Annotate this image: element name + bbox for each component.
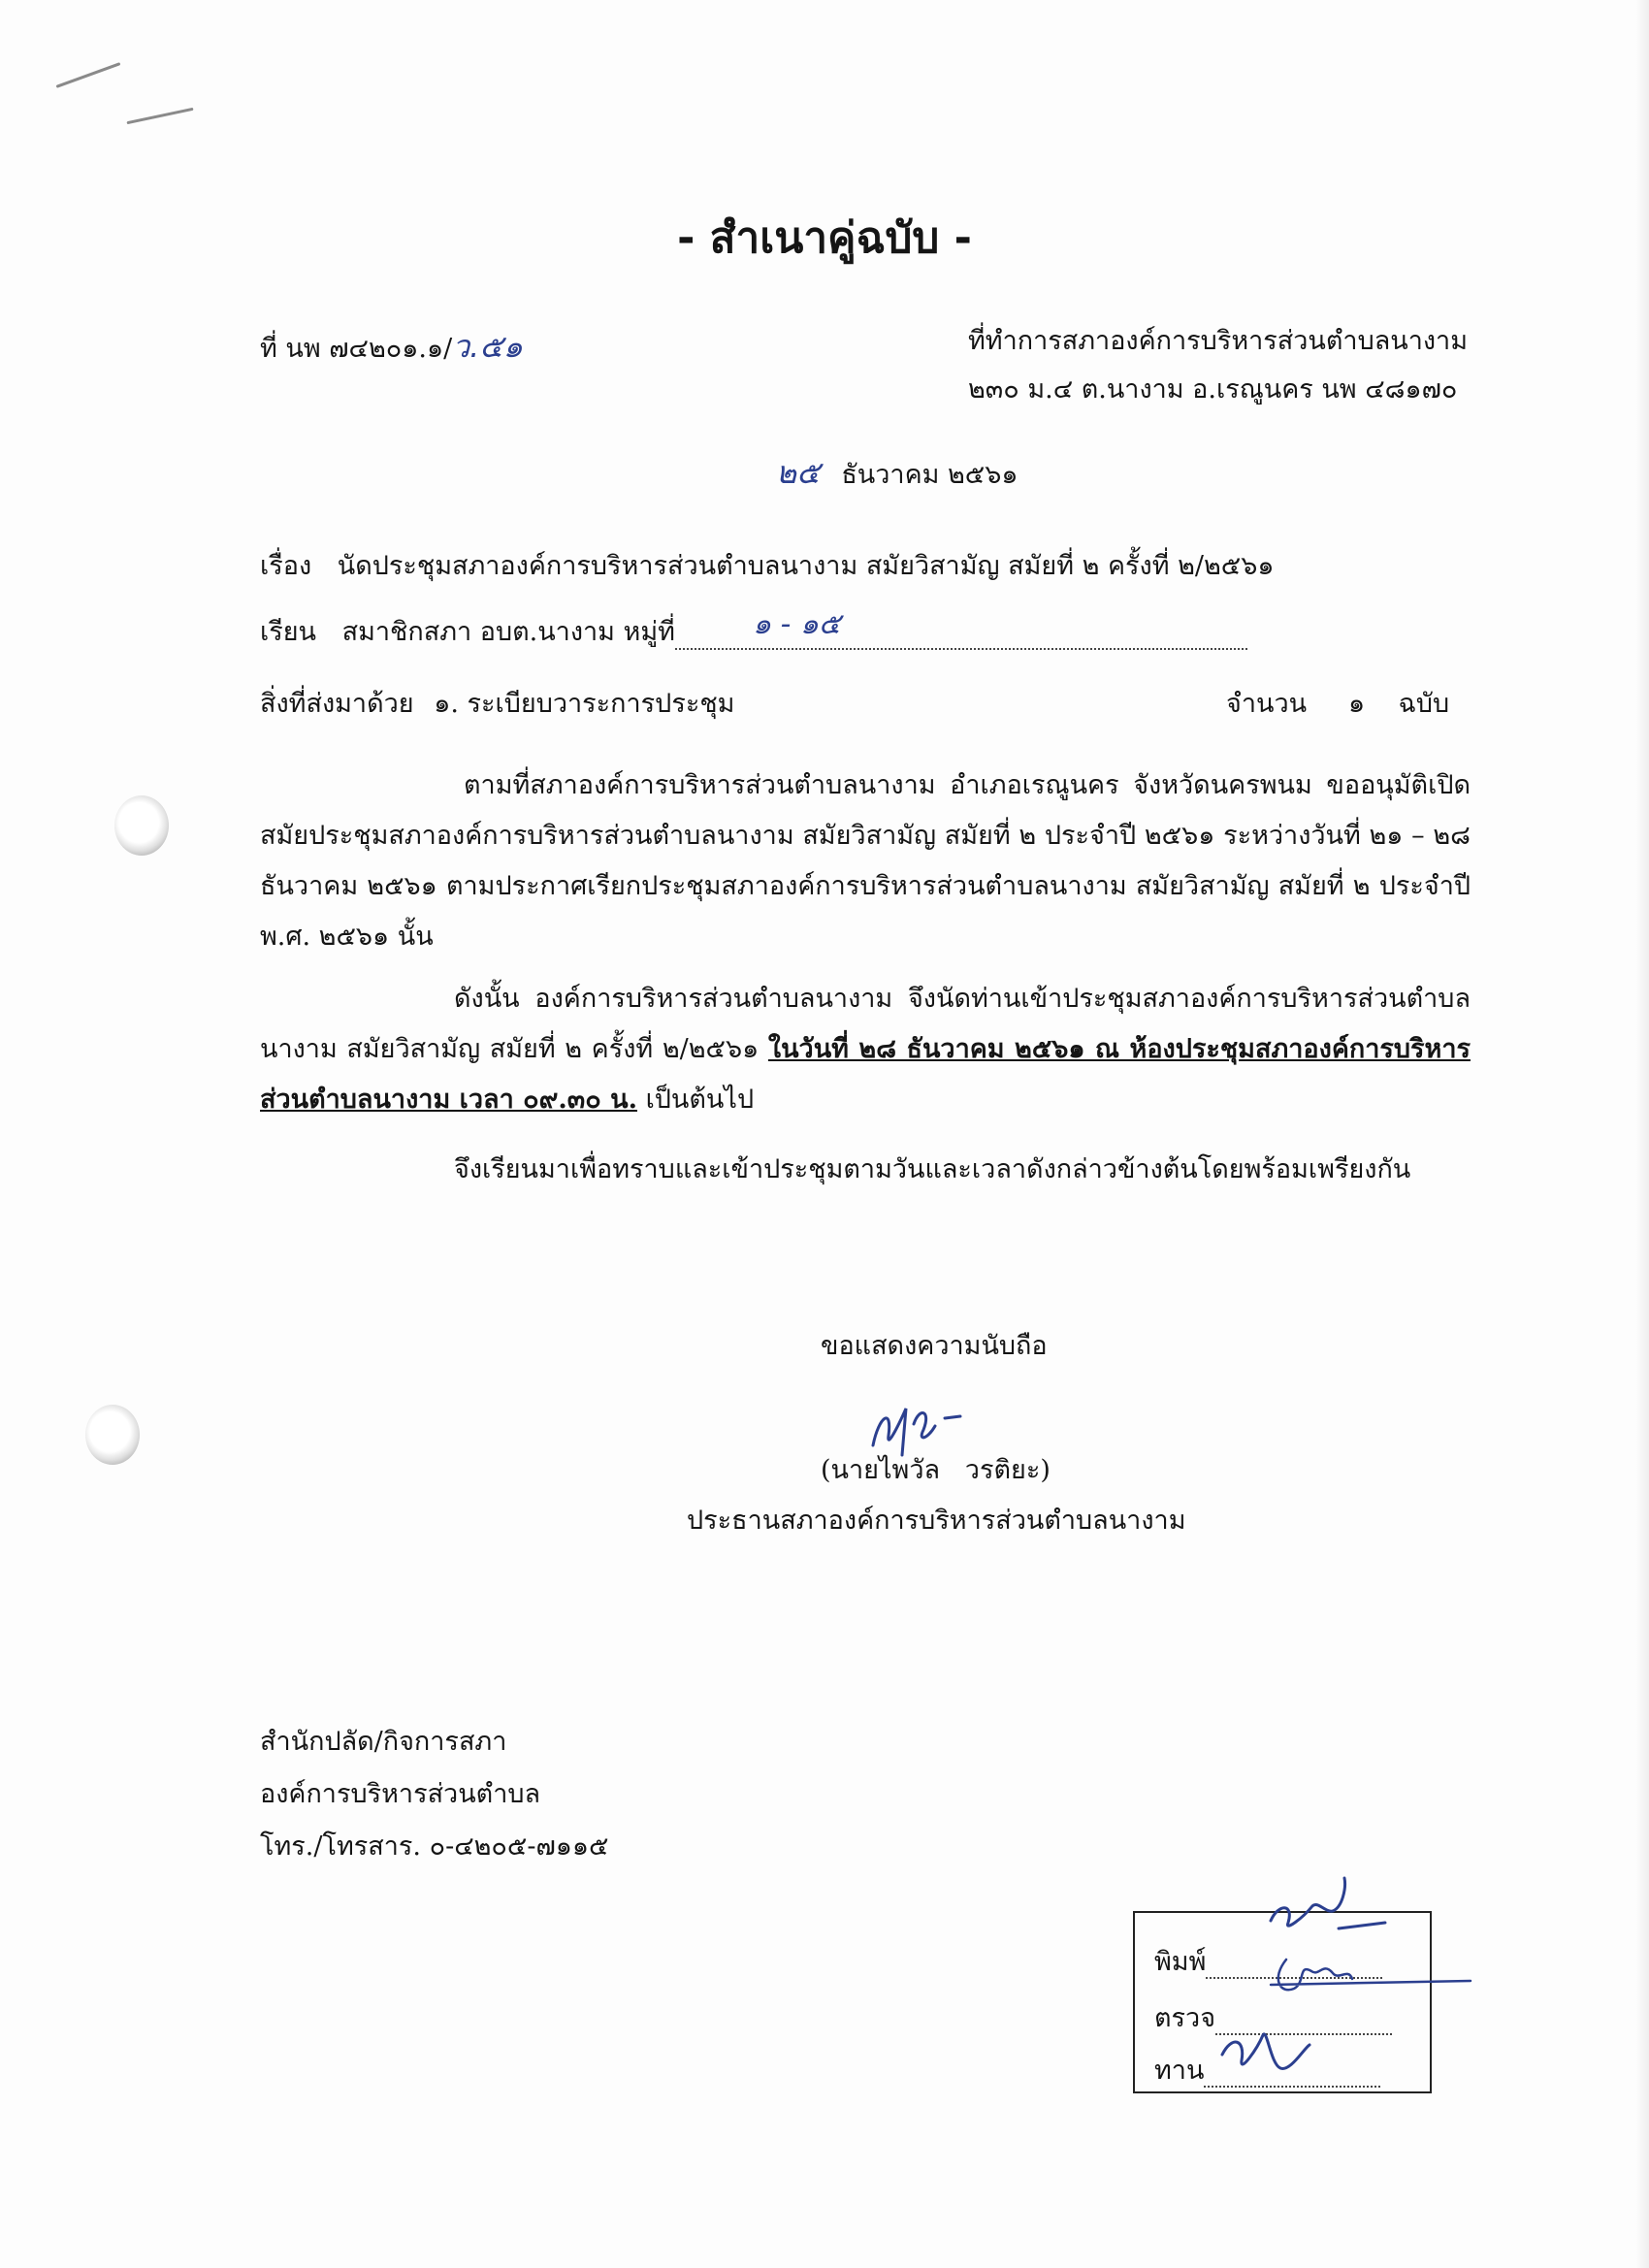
punch-hole	[114, 795, 169, 856]
signer-position: ประธานสภาองค์การบริหารส่วนตำบลนางาม	[687, 1506, 1186, 1536]
closing-salutation: ขอแสดงความนับถือ	[821, 1331, 1048, 1361]
date-day-handwritten: ๒๕	[776, 454, 821, 491]
recipient-text: สมาชิกสภา อบต.นางาม หมู่ที่	[341, 617, 675, 647]
staple-mark	[126, 108, 193, 124]
reference-number	[260, 328, 523, 365]
checker-initial-signature	[1251, 1950, 1474, 2008]
office-address: ๒๓๐ ม.๔ ต.นางาม อ.เรณูนคร นพ ๔๘๑๗๐	[968, 374, 1458, 405]
recipient-line	[260, 607, 1247, 650]
body-paragraph-2-tail: เป็นต้นไป	[636, 1085, 755, 1115]
body-paragraph-2-text: ดังนั้น องค์การบริหารส่วนตำบลนางาม จึงนัดท่านเข้าประชุมสภาองค์การบริหารส่วนตำบลนางาม สมัยวิสามัญ สมัยที่ ๒ ครั้งที่ ๒/๒๕๖๑	[260, 984, 1471, 1064]
enclosure-label: สิ่งที่ส่งมาด้วย	[260, 689, 414, 719]
stamp-typed-label: พิมพ์	[1154, 1947, 1207, 1977]
recipient-dotted-line	[675, 607, 1247, 650]
typist-initial-signature	[1261, 1874, 1397, 1942]
recipient-handwritten-villages: ๑ - ๑๕	[752, 607, 841, 641]
subject-line	[260, 551, 1275, 582]
page-edge-shadow	[1635, 0, 1649, 2268]
reference-number-text: ที่ นพ ๗๔๒๐๑.๑/	[260, 334, 453, 364]
reference-number-handwritten: ว.๕๑	[452, 328, 523, 365]
office-name: ที่ทำการสภาองค์การบริหารส่วนตำบลนางาม	[968, 326, 1469, 356]
subject-label: เรื่อง	[260, 551, 312, 581]
staple-mark	[56, 62, 121, 88]
document-date	[776, 454, 1018, 491]
footer-phone-fax: โทร./โทรสาร. ๐-๔๒๐๕-๗๑๑๕	[260, 1831, 609, 1862]
enclosure-line	[260, 689, 734, 720]
recipient-label: เรียน	[260, 617, 317, 647]
subject-text: นัดประชุมสภาองค์การบริหารส่วนตำบลนางาม สมัยวิสามัญ สมัยที่ ๒ ครั้งที่ ๒/๒๕๖๑	[337, 551, 1275, 581]
punch-hole	[85, 1405, 140, 1465]
body-paragraph-1	[260, 761, 1471, 962]
meeting-date-location: ในวันที่ ๒๘ ธันวาคม ๒๕๖๑ ณ ห้องประชุมสภาองค์การบริหารส่วนตำบลนางาม เวลา ๐๙.๓๐ น.	[260, 1034, 1471, 1115]
body-paragraph-2	[260, 974, 1471, 1125]
document-title: - สำเนาคู่ฉบับ -	[677, 213, 972, 263]
chairman-signature	[859, 1387, 986, 1465]
body-paragraph-3: จึงเรียนมาเพื่อทราบและเข้าประชุมตามวันและเวลาดังกล่าวข้างต้นโดยพร้อมเพรียงกัน	[454, 1154, 1411, 1184]
reviewer-initial-signature	[1203, 2006, 1329, 2084]
signer-name: (นายไพวัล วรติยะ)	[821, 1455, 1051, 1485]
stamp-checked-label: ตรวจ	[1154, 2003, 1216, 2033]
enclosure-quantity: จำนวน ๑ ฉบับ	[1226, 689, 1450, 719]
enclosure-item: ๑. ระเบียบวาระการประชุม	[434, 689, 735, 719]
footer-department: สำนักปลัด/กิจการสภา	[260, 1727, 507, 1757]
footer-organization: องค์การบริหารส่วนตำบล	[260, 1779, 541, 1809]
date-month-year: ธันวาคม ๒๕๖๑	[841, 460, 1018, 490]
stamp-reviewed-label: ทาน	[1154, 2056, 1205, 2086]
body-paragraph-1-text: ตามที่สภาองค์การบริหารส่วนตำบลนางาม อำเภอเรณูนคร จังหวัดนครพนม ขออนุมัติเปิดสมัยประชุมสภาองค์การบริหารส่วนตำบลนางาม สมัยวิสามัญ สมัยที่ ๒ ประจำปี ๒๕๖๑ ระหว่างวันที่ ๒๑ – ๒๘ ธันวาคม ๒๕๖๑ ตามประกาศเรียกประชุมสภาองค์การบริหารส่วนตำบลนางาม สมัยวิสามัญ สมัยที่ ๒ ประจำปี พ.ศ. ๒๕๖๑ นั้น	[260, 770, 1471, 952]
